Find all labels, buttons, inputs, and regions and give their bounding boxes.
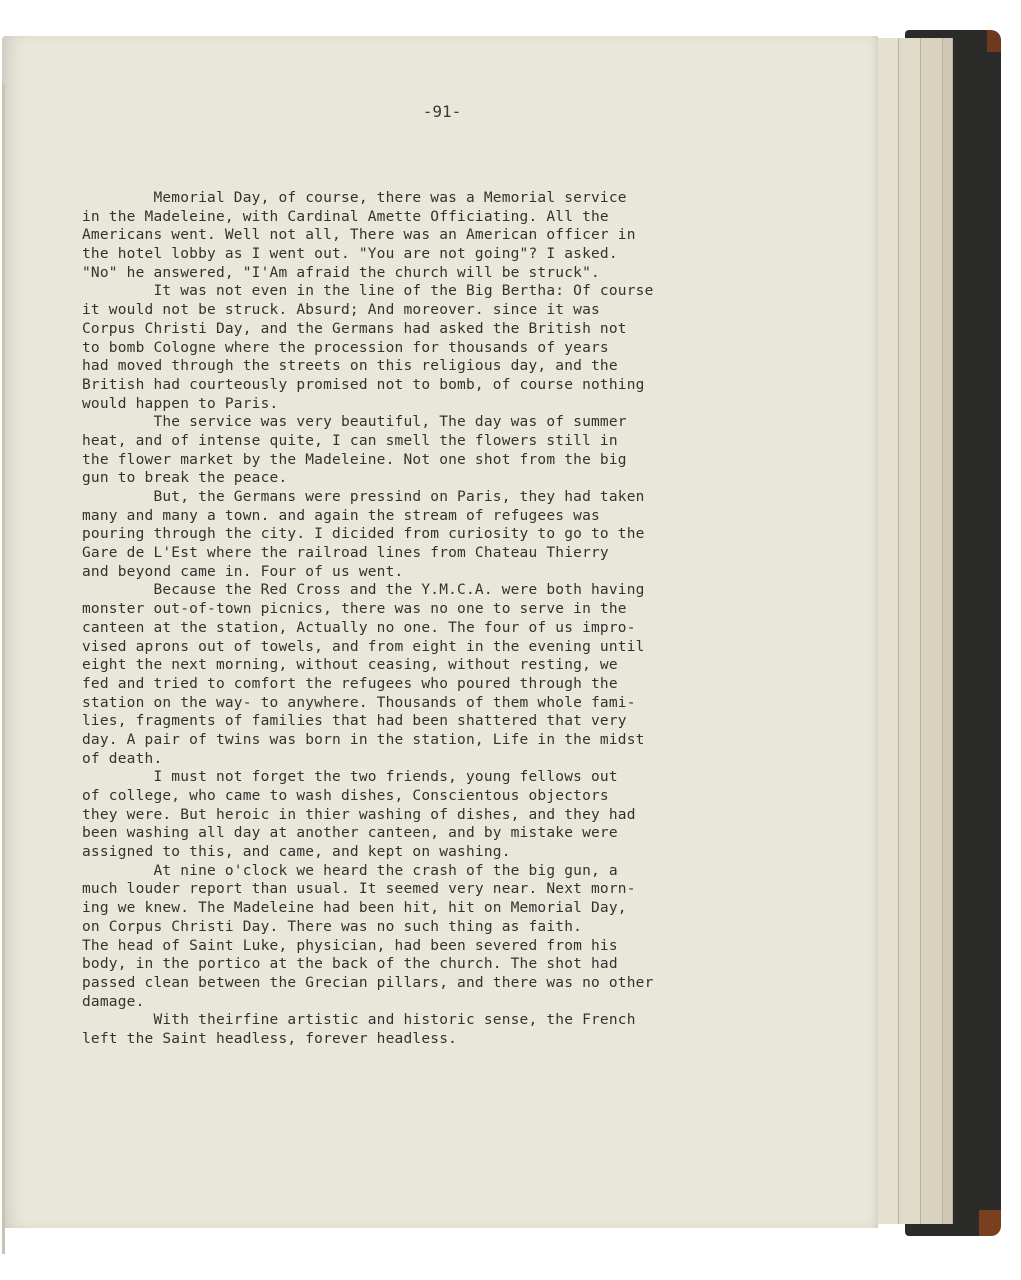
- text-line: lies, fragments of families that had been shattered that very: [82, 713, 627, 730]
- cover-corner-bottom: [979, 1210, 1001, 1236]
- text-line: "No" he answered, "I'Am afraid the church will be struck".: [82, 264, 600, 281]
- text-line: the flower market by the Madeleine. Not one shot from the big: [82, 451, 627, 468]
- text-line: they were. But heroic in thier washing of dishes, and they had: [82, 806, 636, 823]
- page-edge: [2, 84, 5, 1254]
- text-line: to bomb Cologne where the procession for thousands of years: [82, 339, 609, 356]
- book-page: [2, 36, 878, 1228]
- text-line: had moved through the streets on this religious day, and the: [82, 358, 618, 375]
- text-line: ing we knew. The Madeleine had been hit, hit on Memorial Day,: [82, 900, 627, 917]
- page-stack: [896, 38, 921, 1224]
- text-line: fed and tried to comfort the refugees who poured through the: [82, 675, 618, 692]
- text-line: day. A pair of twins was born in the station, Life in the midst: [82, 731, 645, 748]
- text-line: It was not even in the line of the Big Bertha: Of course: [82, 283, 654, 300]
- text-line: would happen to Paris.: [82, 395, 279, 412]
- text-line: the hotel lobby as I went out. "You are not going"? I asked.: [82, 246, 618, 263]
- text-line: At nine o'clock we heard the crash of the big gun, a: [82, 862, 618, 879]
- text-line: pouring through the city. I dicided from curiosity to go to the: [82, 526, 645, 543]
- text-line: eight the next morning, without ceasing, without resting, we: [82, 657, 618, 674]
- text-line: heat, and of intense quite, I can smell the flowers still in: [82, 432, 618, 449]
- text-line: British had courteously promised not to bomb, of course nothing: [82, 376, 645, 393]
- text-line: assigned to this, and came, and kept on washing.: [82, 844, 511, 861]
- text-line: gun to break the peace.: [82, 470, 288, 487]
- page-stack: [876, 38, 899, 1224]
- text-line: Memorial Day, of course, there was a Memorial service: [82, 190, 627, 206]
- text-line: vised aprons out of towels, and from eight in the evening until: [82, 638, 645, 655]
- text-line: The head of Saint Luke, physician, had been severed from his: [82, 937, 618, 954]
- typed-text-body: [82, 189, 822, 1049]
- text-line: Americans went. Well not all, There was an American officer in: [82, 227, 636, 244]
- text-line: Gare de L'Est where the railroad lines from Chateau Thierry: [82, 545, 609, 562]
- text-line: Corpus Christi Day, and the Germans had asked the British not: [82, 320, 627, 337]
- text-line: damage.: [82, 993, 145, 1010]
- text-line: of death.: [82, 750, 163, 767]
- text-line: much louder report than usual. It seemed very near. Next morn-: [82, 881, 636, 898]
- text-line: been washing all day at another canteen, and by mistake were: [82, 825, 618, 842]
- text-line: passed clean between the Grecian pillars, and there was no other: [82, 974, 654, 991]
- text-line: monster out-of-town picnics, there was no one to serve in the: [82, 601, 627, 618]
- text-line: it would not be struck. Absurd; And moreover. since it was: [82, 302, 600, 319]
- text-line: in the Madeleine, with Cardinal Amette Officiating. All the: [82, 208, 609, 225]
- text-line: left the Saint headless, forever headless.: [82, 1030, 458, 1047]
- text-line: I must not forget the two friends, young fellows out: [82, 769, 618, 786]
- text-line: and beyond came in. Four of us went.: [82, 563, 404, 580]
- text-line: on Corpus Christi Day. There was no such thing as faith.: [82, 918, 583, 935]
- text-line: But, the Germans were pressind on Paris, they had taken: [82, 489, 645, 505]
- text-line: many and many a town. and again the stream of refugees was: [82, 507, 600, 524]
- text-line: of college, who came to wash dishes, Conscientous objectors: [82, 788, 609, 804]
- page-stack: [918, 38, 943, 1224]
- text-line: The service was very beautiful, The day was of summer: [82, 414, 627, 431]
- text-line: canteen at the station, Actually no one. The four of us impro-: [82, 619, 636, 636]
- text-line: body, in the portico at the back of the church. The shot had: [82, 956, 618, 973]
- page-number: -91-: [422, 102, 462, 121]
- cover-corner-top: [987, 30, 1001, 52]
- text-line: With theirfine artistic and historic sense, the French: [82, 1012, 636, 1029]
- text-line: station on the way- to anywhere. Thousands of them whole fami-: [82, 694, 636, 711]
- text-line: Because the Red Cross and the Y.M.C.A. were both having: [82, 582, 645, 599]
